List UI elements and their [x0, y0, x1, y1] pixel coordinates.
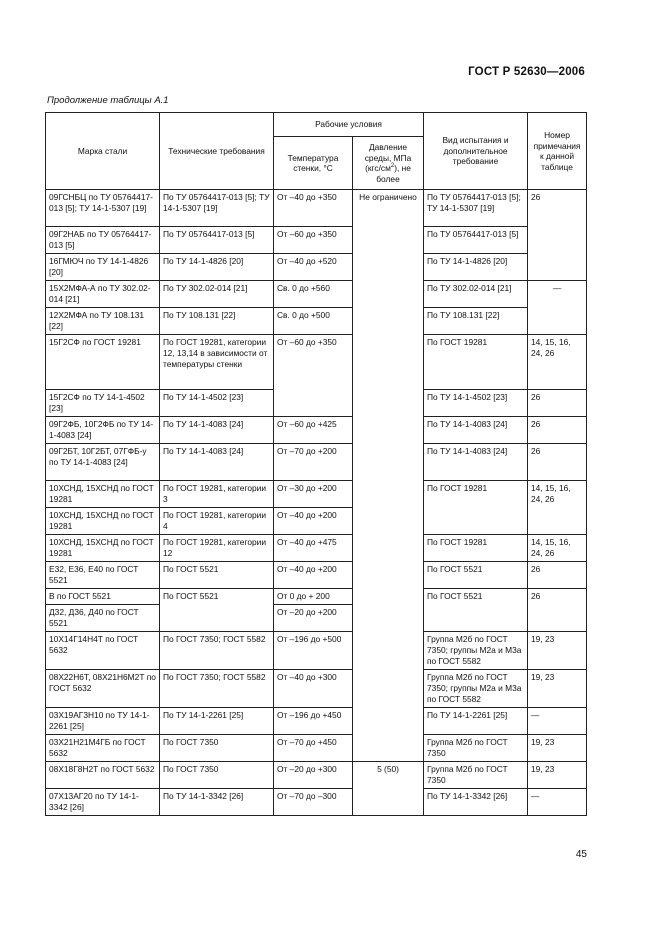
cell-grade: 16ГМЮЧ по ТУ 14-1-4826 [20] [46, 254, 160, 281]
table-row [46, 335, 587, 390]
cell-tech: По ГОСТ 19281, категории 3 [160, 481, 274, 508]
cell-test: По ТУ 14-1-2261 [25] [424, 708, 528, 735]
table-row [46, 762, 587, 789]
cell-tech: По ГОСТ 19281, категории 12 [160, 535, 274, 562]
document-header: ГОСТ Р 52630—2006 [468, 66, 585, 78]
cell-test: По ТУ 05764417-013 [5]; ТУ 14-1-5307 [19] [424, 190, 528, 227]
cell-grade: 10Х14Г14Н4Т по ГОСТ 5632 [46, 632, 160, 670]
table-row [46, 481, 587, 508]
cell-note: — [528, 789, 587, 816]
cell-grade: Д32, Д36, Д40 по ГОСТ 5521 [46, 605, 160, 632]
cell-test-merged: По ГОСТ 19281 [424, 481, 528, 535]
cell-note: — [528, 708, 587, 735]
cell-tech: По ТУ 05764417-013 [5]; ТУ 14-1-5307 [19] [160, 190, 274, 227]
cell-tech: По ТУ 14-1-4083 [24] [160, 417, 274, 444]
cell-test: Группа М2б по ГОСТ 7350; группы М2а и М3а по ГОСТ 5582 [424, 632, 528, 670]
cell-note: 19, 23 [528, 670, 587, 708]
cell-grade: 15Г2СФ по ТУ 14-1-4502 [23] [46, 390, 160, 417]
cell-grade: Е32, Е36, Е40 по ГОСТ 5521 [46, 562, 160, 589]
cell-test: По ТУ 14-1-4826 [20] [424, 254, 528, 281]
table-row [46, 308, 587, 335]
table-row [46, 281, 587, 308]
cell-temp: От –60 до +350 [274, 335, 353, 417]
table-caption: Продолжение таблицы А.1 [47, 95, 169, 106]
cell-temp: От –60 до +425 [274, 417, 353, 444]
cell-grade: 03Х21Н21М4ГБ по ГОСТ 5632 [46, 735, 160, 762]
cell-test: По ГОСТ 19281 [424, 535, 528, 562]
cell-tech: По ГОСТ 19281, категории 4 [160, 508, 274, 535]
cell-tech: По ГОСТ 7350 [160, 762, 274, 789]
header-grade: Марка стали [46, 113, 160, 190]
cell-grade: 10ХСНД, 15ХСНД по ГОСТ 19281 [46, 481, 160, 508]
cell-temp: От –30 до +200 [274, 481, 353, 508]
header-pressure-sup: 2 [390, 163, 395, 170]
cell-note: 26 [528, 562, 587, 589]
cell-note: 14, 15, 16, 24, 26 [528, 535, 587, 562]
cell-temp: От 0 до + 200 [274, 589, 353, 605]
cell-temp: От –70 до –300 [274, 789, 353, 816]
cell-tech: По ТУ 14-1-4502 [23] [160, 390, 274, 417]
cell-temp: От –70 до +450 [274, 735, 353, 762]
cell-test: По ТУ 14-1-4083 [24] [424, 417, 528, 444]
cell-temp: От –196 до +500 [274, 632, 353, 670]
cell-note-merged: 14, 15, 16, 24, 26 [528, 481, 587, 535]
cell-grade: 03Х19АГ3Н10 по ТУ 14-1-2261 [25] [46, 708, 160, 735]
cell-temp: Св. 0 до +560 [274, 281, 353, 308]
cell-tech: По ТУ 108.131 [22] [160, 308, 274, 335]
cell-note: 26 [528, 390, 587, 417]
cell-test: По ТУ 05764417-013 [5] [424, 227, 528, 254]
cell-tech: По ГОСТ 7350; ГОСТ 5582 [160, 670, 274, 708]
cell-note: 19, 23 [528, 632, 587, 670]
cell-tech: По ГОСТ 7350 [160, 735, 274, 762]
cell-grade: 15Х2МФА-А по ТУ 302.02-014 [21] [46, 281, 160, 308]
header-pressure [353, 137, 424, 190]
cell-tech: По ГОСТ 5521 [160, 589, 274, 632]
cell-temp: От –60 до +350 [274, 227, 353, 254]
table-row [46, 562, 587, 589]
cell-grade: 12Х2МФА по ТУ 108.131 [22] [46, 308, 160, 335]
cell-tech: По ГОСТ 5521 [160, 562, 274, 589]
cell-tech: По ТУ 14-1-3342 [26] [160, 789, 274, 816]
cell-grade: 09Г2ФБ, 10Г2ФБ по ТУ 14-1-4083 [24] [46, 417, 160, 444]
cell-tech: По ТУ 05764417-013 [5] [160, 227, 274, 254]
cell-temp: От –40 до +200 [274, 508, 353, 535]
table-row [46, 632, 587, 670]
header-note: Номер примечания к данной таблице [528, 113, 587, 190]
cell-test: По ГОСТ 19281 [424, 335, 528, 390]
cell-grade: 10ХСНД, 15ХСНД по ГОСТ 19281 [46, 508, 160, 535]
cell-tech: По ТУ 14-1-4826 [20] [160, 254, 274, 281]
cell-test: По ТУ 14-1-4083 [24] [424, 444, 528, 481]
steel-grades-table [45, 112, 587, 816]
header-pressure-text: Давление среды, МПа (кгс/см [364, 142, 412, 173]
table-row [46, 444, 587, 481]
cell-note-merged: 26 [528, 589, 587, 632]
cell-temp: Св. 0 до +500 [274, 308, 353, 335]
cell-grade: 10ХСНД, 15ХСНД по ГОСТ 19281 [46, 535, 160, 562]
cell-temp: От –40 до +350 [274, 190, 353, 227]
cell-note: 19, 23 [528, 762, 587, 789]
cell-test: По ТУ 14-1-4502 [23] [424, 390, 528, 417]
cell-grade: 09ГСНБЦ по ТУ 05764417-013 [5]; ТУ 14-1-5307 [19] [46, 190, 160, 227]
cell-tech: По ГОСТ 7350; ГОСТ 5582 [160, 632, 274, 670]
cell-test: По ТУ 302.02-014 [21] [424, 281, 528, 308]
header-pressure-tail: ), не более [376, 163, 411, 184]
cell-note-merged: 26 [528, 190, 587, 281]
table-row [46, 417, 587, 444]
cell-temp: От –20 до +200 [274, 605, 353, 632]
cell-test: По ТУ 14-1-3342 [26] [424, 789, 528, 816]
table-row [46, 708, 587, 735]
table-row [46, 535, 587, 562]
cell-grade: 09Г2БТ, 10Г2БТ, 07ГФБ-у по ТУ 14-1-4083 [24] [46, 444, 160, 481]
cell-grade: 08Х18Г8Н2Т по ГОСТ 5632 [46, 762, 160, 789]
cell-test: По ТУ 108.131 [22] [424, 308, 528, 335]
cell-note: 14, 15, 16, 24, 26 [528, 335, 587, 390]
cell-test: Группа М2б по ГОСТ 7350 [424, 762, 528, 789]
cell-temp: От –20 до +300 [274, 762, 353, 789]
cell-test: По ГОСТ 5521 [424, 562, 528, 589]
cell-temp: От –40 до +200 [274, 562, 353, 589]
header-tech: Технические требования [160, 113, 274, 190]
table-row [46, 254, 587, 281]
cell-test: Группа М2б по ГОСТ 7350 [424, 735, 528, 762]
cell-tech: По ТУ 14-1-2261 [25] [160, 708, 274, 735]
cell-pressure-unlimited: Не ограничено [353, 190, 424, 762]
header-work-conditions: Рабочие условия [274, 113, 424, 137]
cell-grade: 08Х22Н6Т, 08Х21Н6М2Т по ГОСТ 5632 [46, 670, 160, 708]
table-row [46, 589, 587, 605]
cell-tech: По ГОСТ 19281, категории 12, 13,14 в зависимости от температуры стенки [160, 335, 274, 390]
cell-grade: 07Х13АГ20 по ТУ 14-1-3342 [26] [46, 789, 160, 816]
cell-grade: В по ГОСТ 5521 [46, 589, 160, 605]
table-row [46, 789, 587, 816]
header-test: Вид испытания и дополнительное требование [424, 113, 528, 190]
cell-note-merged: — [528, 281, 587, 335]
cell-test: Группа М2б по ГОСТ 7350; группы М2а и М3а по ГОСТ 5582 [424, 670, 528, 708]
cell-test-merged: По ГОСТ 5521 [424, 589, 528, 632]
table-row [46, 670, 587, 708]
table-row [46, 735, 587, 762]
cell-temp: От –40 до +300 [274, 670, 353, 708]
cell-pressure-5-50: 5 (50) [353, 762, 424, 816]
cell-note: 19, 23 [528, 735, 587, 762]
cell-temp: От –40 до +520 [274, 254, 353, 281]
cell-note: 26 [528, 444, 587, 481]
table-row [46, 190, 587, 227]
cell-temp: От –196 до +450 [274, 708, 353, 735]
cell-grade: 15Г2СФ по ГОСТ 19281 [46, 335, 160, 390]
cell-grade: 09Г2НАБ по ТУ 05764417-013 [5] [46, 227, 160, 254]
cell-tech: По ТУ 302.02-014 [21] [160, 281, 274, 308]
cell-tech: По ТУ 14-1-4083 [24] [160, 444, 274, 481]
cell-temp: От –40 до +475 [274, 535, 353, 562]
page-number: 45 [575, 849, 587, 860]
header-temp: Температура стенки, °С [274, 137, 353, 190]
table-row [46, 227, 587, 254]
cell-temp: От –70 до +200 [274, 444, 353, 481]
cell-note: 26 [528, 417, 587, 444]
